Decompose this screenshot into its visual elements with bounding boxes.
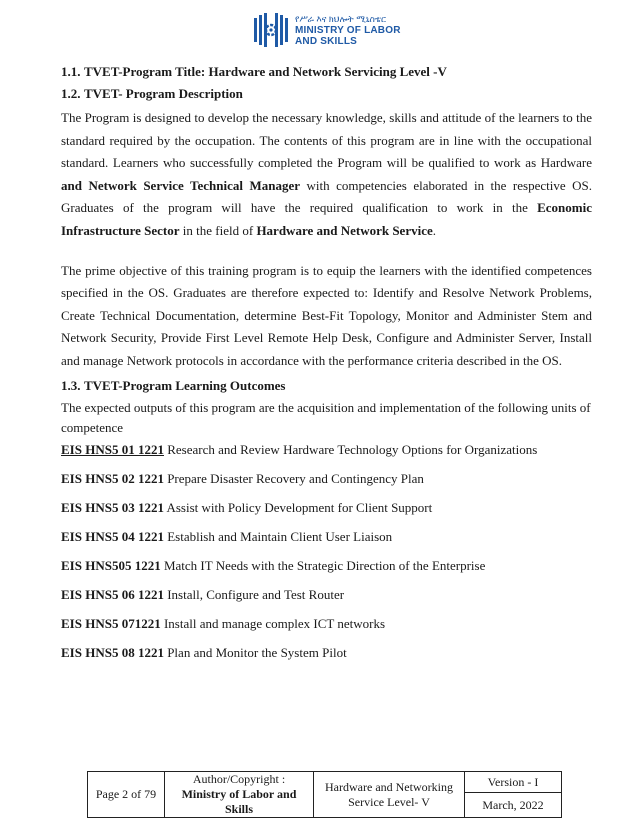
author-cell (165, 772, 314, 818)
author-label: Author/Copyright : (192, 772, 286, 786)
page-footer-table (87, 771, 562, 818)
section-title: TVET- Program Description (84, 86, 243, 101)
ministry-emblem-icon (253, 12, 289, 48)
author-name: Ministry of Labor and Skills (181, 787, 297, 816)
page-number: Page 2 of 79 (88, 772, 165, 818)
unit-code: EIS HNS5 06 1221 (61, 586, 164, 602)
section-title: TVET-Program Learning Outcomes (84, 377, 286, 393)
unit-code: EIS HNS5 01 1221 (61, 441, 164, 457)
list-item (61, 471, 592, 487)
competence-unit-list (61, 442, 592, 661)
version-cell: Version - I (465, 772, 562, 793)
list-item (61, 442, 592, 458)
section-heading-1-3 (61, 378, 592, 394)
program-objective-paragraph: The prime objective of this training program is to equip the learners with the identified competences specified in the OS. Graduates are therefore expected to: Identify and Resolve Network Problems, Create Technical Documentation, determine Best-Fit Topology, Monitor and Administer Stem and Network Security, Provide First Level Remote Help Desk, Configure and Administer Server, Install and manage Network protocols in accordance with the performance criteria described in the OS. (61, 262, 592, 368)
ministry-logo (253, 8, 403, 52)
list-item (61, 587, 592, 603)
unit-title: Prepare Disaster Recovery and Contingency Plan (163, 470, 424, 486)
section-heading-1-2 (61, 86, 592, 102)
unit-title: Install, Configure and Test Router (163, 586, 345, 602)
section-number: 1.2. (61, 86, 81, 101)
bold-field: Hardware and Network Service (256, 222, 433, 238)
list-item (61, 500, 592, 516)
unit-code: EIS HNS5 03 1221 (61, 499, 164, 515)
bold-job-title: and Network Service Technical Manager (61, 177, 300, 193)
unit-code: EIS HNS5 02 1221 (61, 470, 164, 486)
unit-code: EIS HNS5 08 1221 (61, 644, 164, 660)
program-description-paragraph: The Program is designed to develop the necessary knowledge, skills and attitude of the learners to the standard required by the occupation. The contents of this program are in line with the occupational standard. Learners who successfully completed the Program will be qualified to work as Hardware and Network Service Technical Manager with competencies elaborated in the respective OS. Graduates of the program will have the required qualification to work in the Economic Infrastructure Sector in the field of Hardware and Network Service. (61, 110, 592, 238)
list-item (61, 616, 592, 632)
document-body (61, 64, 592, 661)
list-item (61, 645, 592, 661)
section-title: TVET-Program Title: Hardware and Network Servicing Level -V (84, 64, 447, 79)
bold-sector: Economic Infrastructure Sector (61, 200, 592, 238)
logo-name-line1: MINISTRY OF LABOR (295, 24, 401, 36)
date-cell: March, 2022 (465, 793, 562, 818)
unit-title: Install and manage complex ICT networks (160, 615, 386, 631)
unit-code: EIS HNS5 04 1221 (61, 528, 164, 544)
logo-amharic-text: የሥራ እና ክህሎት ሚኒስቴር (295, 13, 387, 24)
list-item (61, 529, 592, 545)
unit-code: EIS HNS5 071221 (61, 615, 161, 631)
section-number: 1.1. (61, 64, 81, 79)
unit-title: Assist with Policy Development for Client Support (163, 499, 433, 515)
unit-title: Plan and Monitor the System Pilot (163, 644, 347, 660)
logo-name-line2: AND SKILLS (295, 35, 357, 47)
list-item (61, 558, 592, 574)
outcomes-intro-paragraph: The expected outputs of this program are the acquisition and implementation of the following units of competence (61, 399, 591, 435)
unit-code: EIS HNS505 1221 (61, 557, 161, 573)
unit-title: Research and Review Hardware Technology Options for Organizations (163, 441, 538, 457)
document-title-cell: Hardware and Networking Service Level- V (314, 772, 465, 818)
section-number: 1.3. (61, 377, 81, 393)
unit-title: Establish and Maintain Client User Liaison (163, 528, 393, 544)
unit-title: Match IT Needs with the Strategic Direction of the Enterprise (160, 557, 486, 573)
section-heading-1-1 (61, 64, 592, 80)
